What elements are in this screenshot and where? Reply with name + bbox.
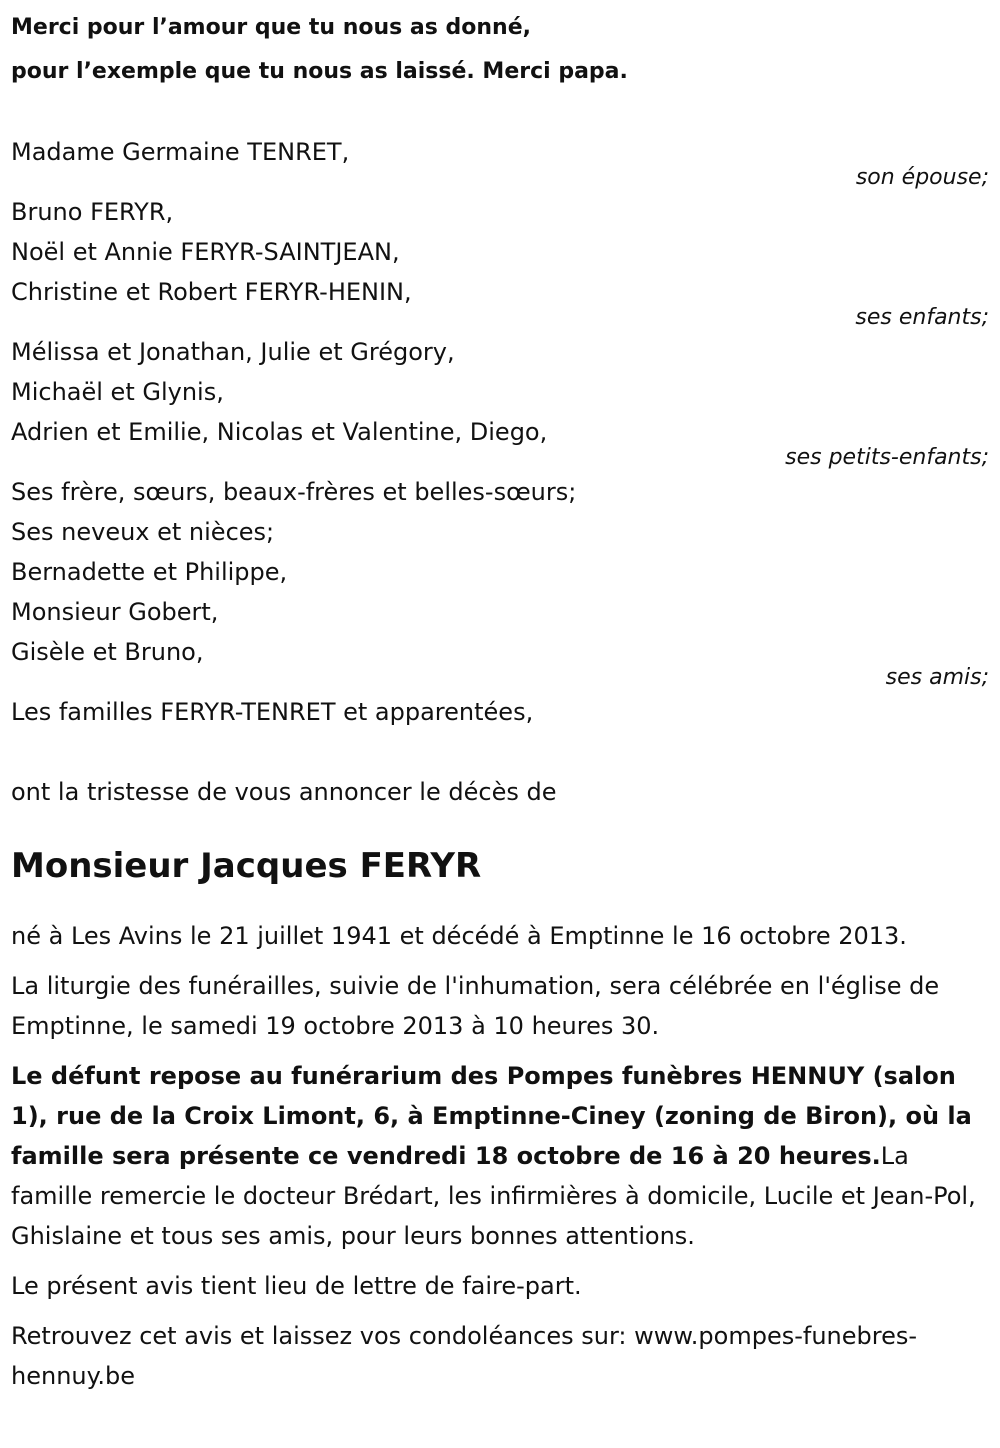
grandchildren-section <box>11 332 989 470</box>
repose-text: Le défunt repose au funérarium des Pompes funèbres HENNUY (salon 1), rue de la Croix Limont, 6, à Emptinne-Ciney (zoning de Biron), où la famille sera présente ce vendredi 18 octobre de 16 à 20 heures. <box>11 1062 972 1170</box>
repose-paragraph <box>11 1056 989 1256</box>
birth-death-text: né à Les Avins le 21 juillet 1941 et décédé à Emptinne le 16 octobre 2013. <box>11 922 907 950</box>
intro-line-2: pour l’exemple que tu nous as laissé. Merci papa. <box>11 59 628 84</box>
relative-line: Gisèle et Bruno, <box>11 638 204 666</box>
friends-role: ses amis; <box>885 665 989 690</box>
intro-line-1: Merci pour l’amour que tu nous as donné, <box>11 15 531 40</box>
thanks-text: La famille remercie le docteur Brédart, les infirmières à domicile, Lucile et Jean-Pol, Ghislaine et tous ses amis, pour leurs bonnes attentions. <box>11 1142 976 1250</box>
liturgy-text: La liturgie des funérailles, suivie de l'inhumation, sera célébrée en l'église de Emptinne, le samedi 19 octobre 2013 à 10 heures 30. <box>11 972 940 1040</box>
grandchildren-role: ses petits-enfants; <box>785 445 989 470</box>
spouse-name: Madame Germaine TENRET, <box>11 138 350 166</box>
spouse-role: son épouse; <box>855 165 989 190</box>
spouse-section <box>11 132 989 190</box>
children-role: ses enfants; <box>855 305 989 330</box>
intro-quote <box>11 4 989 96</box>
grandchild-line: Adrien et Emilie, Nicolas et Valentine, Diego, <box>11 418 548 446</box>
grandchild-line: Michaël et Glynis, <box>11 378 224 406</box>
grandchild-line: Mélissa et Jonathan, Julie et Grégory, <box>11 338 455 366</box>
relatives-section <box>11 472 989 690</box>
obituary-notice <box>11 0 989 1406</box>
announcement-text: ont la tristesse de vous annoncer le décès de <box>11 778 557 806</box>
child-line: Noël et Annie FERYR-SAINTJEAN, <box>11 238 400 266</box>
children-section <box>11 192 989 330</box>
website-text: Retrouvez cet avis et laissez vos condoléances sur: www.pompes-funebres-hennuy.be <box>11 1322 918 1390</box>
relative-line: Ses neveux et nièces; <box>11 518 275 546</box>
deceased-name: Monsieur Jacques FERYR <box>11 846 482 886</box>
child-line: Bruno FERYR, <box>11 198 174 226</box>
relative-line: Ses frère, sœurs, beaux-frères et belles-sœurs; <box>11 478 577 506</box>
relative-line: Monsieur Gobert, <box>11 598 219 626</box>
families-line: Les familles FERYR-TENRET et apparentées, <box>11 698 534 726</box>
child-line: Christine et Robert FERYR-HENIN, <box>11 278 412 306</box>
notice-text: Le présent avis tient lieu de lettre de faire-part. <box>11 1272 582 1300</box>
relative-line: Bernadette et Philippe, <box>11 558 288 586</box>
